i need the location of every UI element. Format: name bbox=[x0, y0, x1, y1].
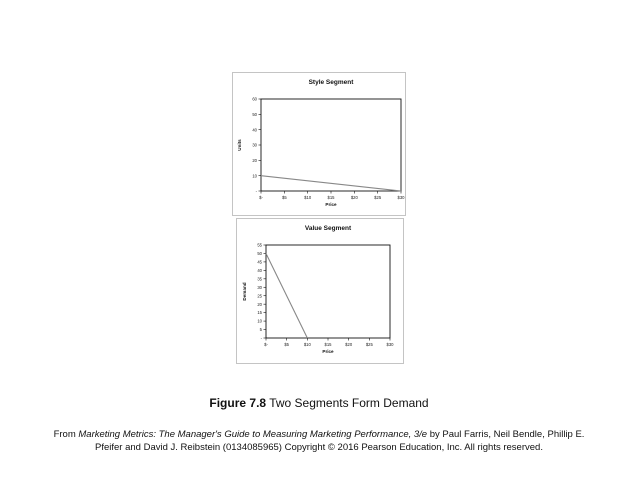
credit-book-title: Marketing Metrics: The Manager's Guide to Measuring Marketing Performance, 3/e bbox=[78, 429, 428, 440]
chart-0-y-tick-label-5: 50 bbox=[252, 111, 257, 117]
chart-1-series-line-0 bbox=[266, 253, 307, 338]
chart-1-x-tick-label-5: $25 bbox=[365, 342, 373, 347]
chart-1-x-tick-label-6: $30 bbox=[386, 342, 394, 347]
chart-1-y-tick-label-8: 40 bbox=[257, 267, 262, 273]
chart-1-y-tick-label-9: 45 bbox=[257, 259, 262, 265]
chart-1-y-tick-label-5: 25 bbox=[257, 293, 262, 299]
chart-1-y-tick-label-7: 35 bbox=[257, 276, 262, 282]
chart-0-x-tick-label-3: $15 bbox=[327, 195, 335, 200]
chart-1-y-tick-label-4: 20 bbox=[257, 301, 262, 307]
chart-0-y-tick-label-3: 30 bbox=[252, 142, 257, 148]
chart-1-y-tick-label-1: 5 bbox=[259, 327, 262, 333]
value-segment-plot bbox=[237, 219, 403, 363]
figure-title: Two Segments Form Demand bbox=[269, 396, 429, 410]
chart-0-x-tick-label-2: $10 bbox=[304, 195, 312, 200]
style-segment-chart bbox=[232, 72, 406, 216]
chart-0-y-tick-label-6: 60 bbox=[252, 96, 257, 102]
chart-1-x-tick-label-1: $5 bbox=[284, 342, 290, 347]
chart-0-title: Style Segment bbox=[308, 79, 354, 86]
figure-caption bbox=[0, 396, 638, 410]
chart-1-y-tick-label-2: 10 bbox=[257, 318, 262, 324]
chart-0-y-tick-label-1: 10 bbox=[252, 173, 257, 179]
chart-1-title: Value Segment bbox=[304, 225, 352, 232]
chart-1-y-tick-label-10: 50 bbox=[257, 251, 262, 257]
chart-1-x-axis-label: Price bbox=[322, 349, 334, 354]
chart-0-y-axis-label: Units bbox=[237, 139, 242, 151]
chart-1-y-tick-label-11: 55 bbox=[257, 242, 262, 248]
credit-suffix: by Paul Farris, Neil Bendle, Phillip E. Pfeifer and David J. Reibstein (0134085965) Copyright © 2016 Pearson Education, Inc. All rights reserved. bbox=[95, 429, 585, 453]
chart-0-x-tick-label-0: $- bbox=[259, 195, 263, 200]
value-segment-chart bbox=[236, 218, 404, 364]
chart-0-x-tick-label-6: $30 bbox=[397, 195, 405, 200]
chart-1-x-tick-label-2: $10 bbox=[303, 342, 311, 347]
chart-0-series-line-0 bbox=[261, 176, 401, 191]
chart-0-plot-frame bbox=[261, 99, 401, 191]
style-segment-plot bbox=[233, 73, 405, 215]
chart-0-y-tick-label-4: 40 bbox=[252, 127, 257, 133]
chart-0-x-tick-label-4: $20 bbox=[350, 195, 358, 200]
chart-0-x-tick-label-5: $25 bbox=[374, 195, 382, 200]
chart-1-y-axis-label: Demand bbox=[242, 282, 247, 301]
chart-1-y-tick-label-0: - bbox=[260, 335, 262, 341]
chart-0-y-tick-label-2: 20 bbox=[252, 157, 257, 163]
chart-1-x-tick-label-0: $- bbox=[264, 342, 268, 347]
chart-0-y-tick-label-0: - bbox=[255, 188, 257, 194]
chart-1-x-tick-label-4: $20 bbox=[345, 342, 353, 347]
source-credit bbox=[40, 428, 598, 454]
chart-0-x-tick-label-1: $5 bbox=[281, 195, 287, 200]
credit-prefix: From bbox=[53, 429, 79, 440]
chart-1-y-tick-label-6: 30 bbox=[257, 284, 262, 290]
chart-1-y-tick-label-3: 15 bbox=[257, 310, 262, 316]
chart-1-x-tick-label-3: $15 bbox=[324, 342, 332, 347]
chart-0-x-axis-label: Price bbox=[325, 202, 337, 207]
figure-label: Figure 7.8 bbox=[209, 396, 267, 410]
